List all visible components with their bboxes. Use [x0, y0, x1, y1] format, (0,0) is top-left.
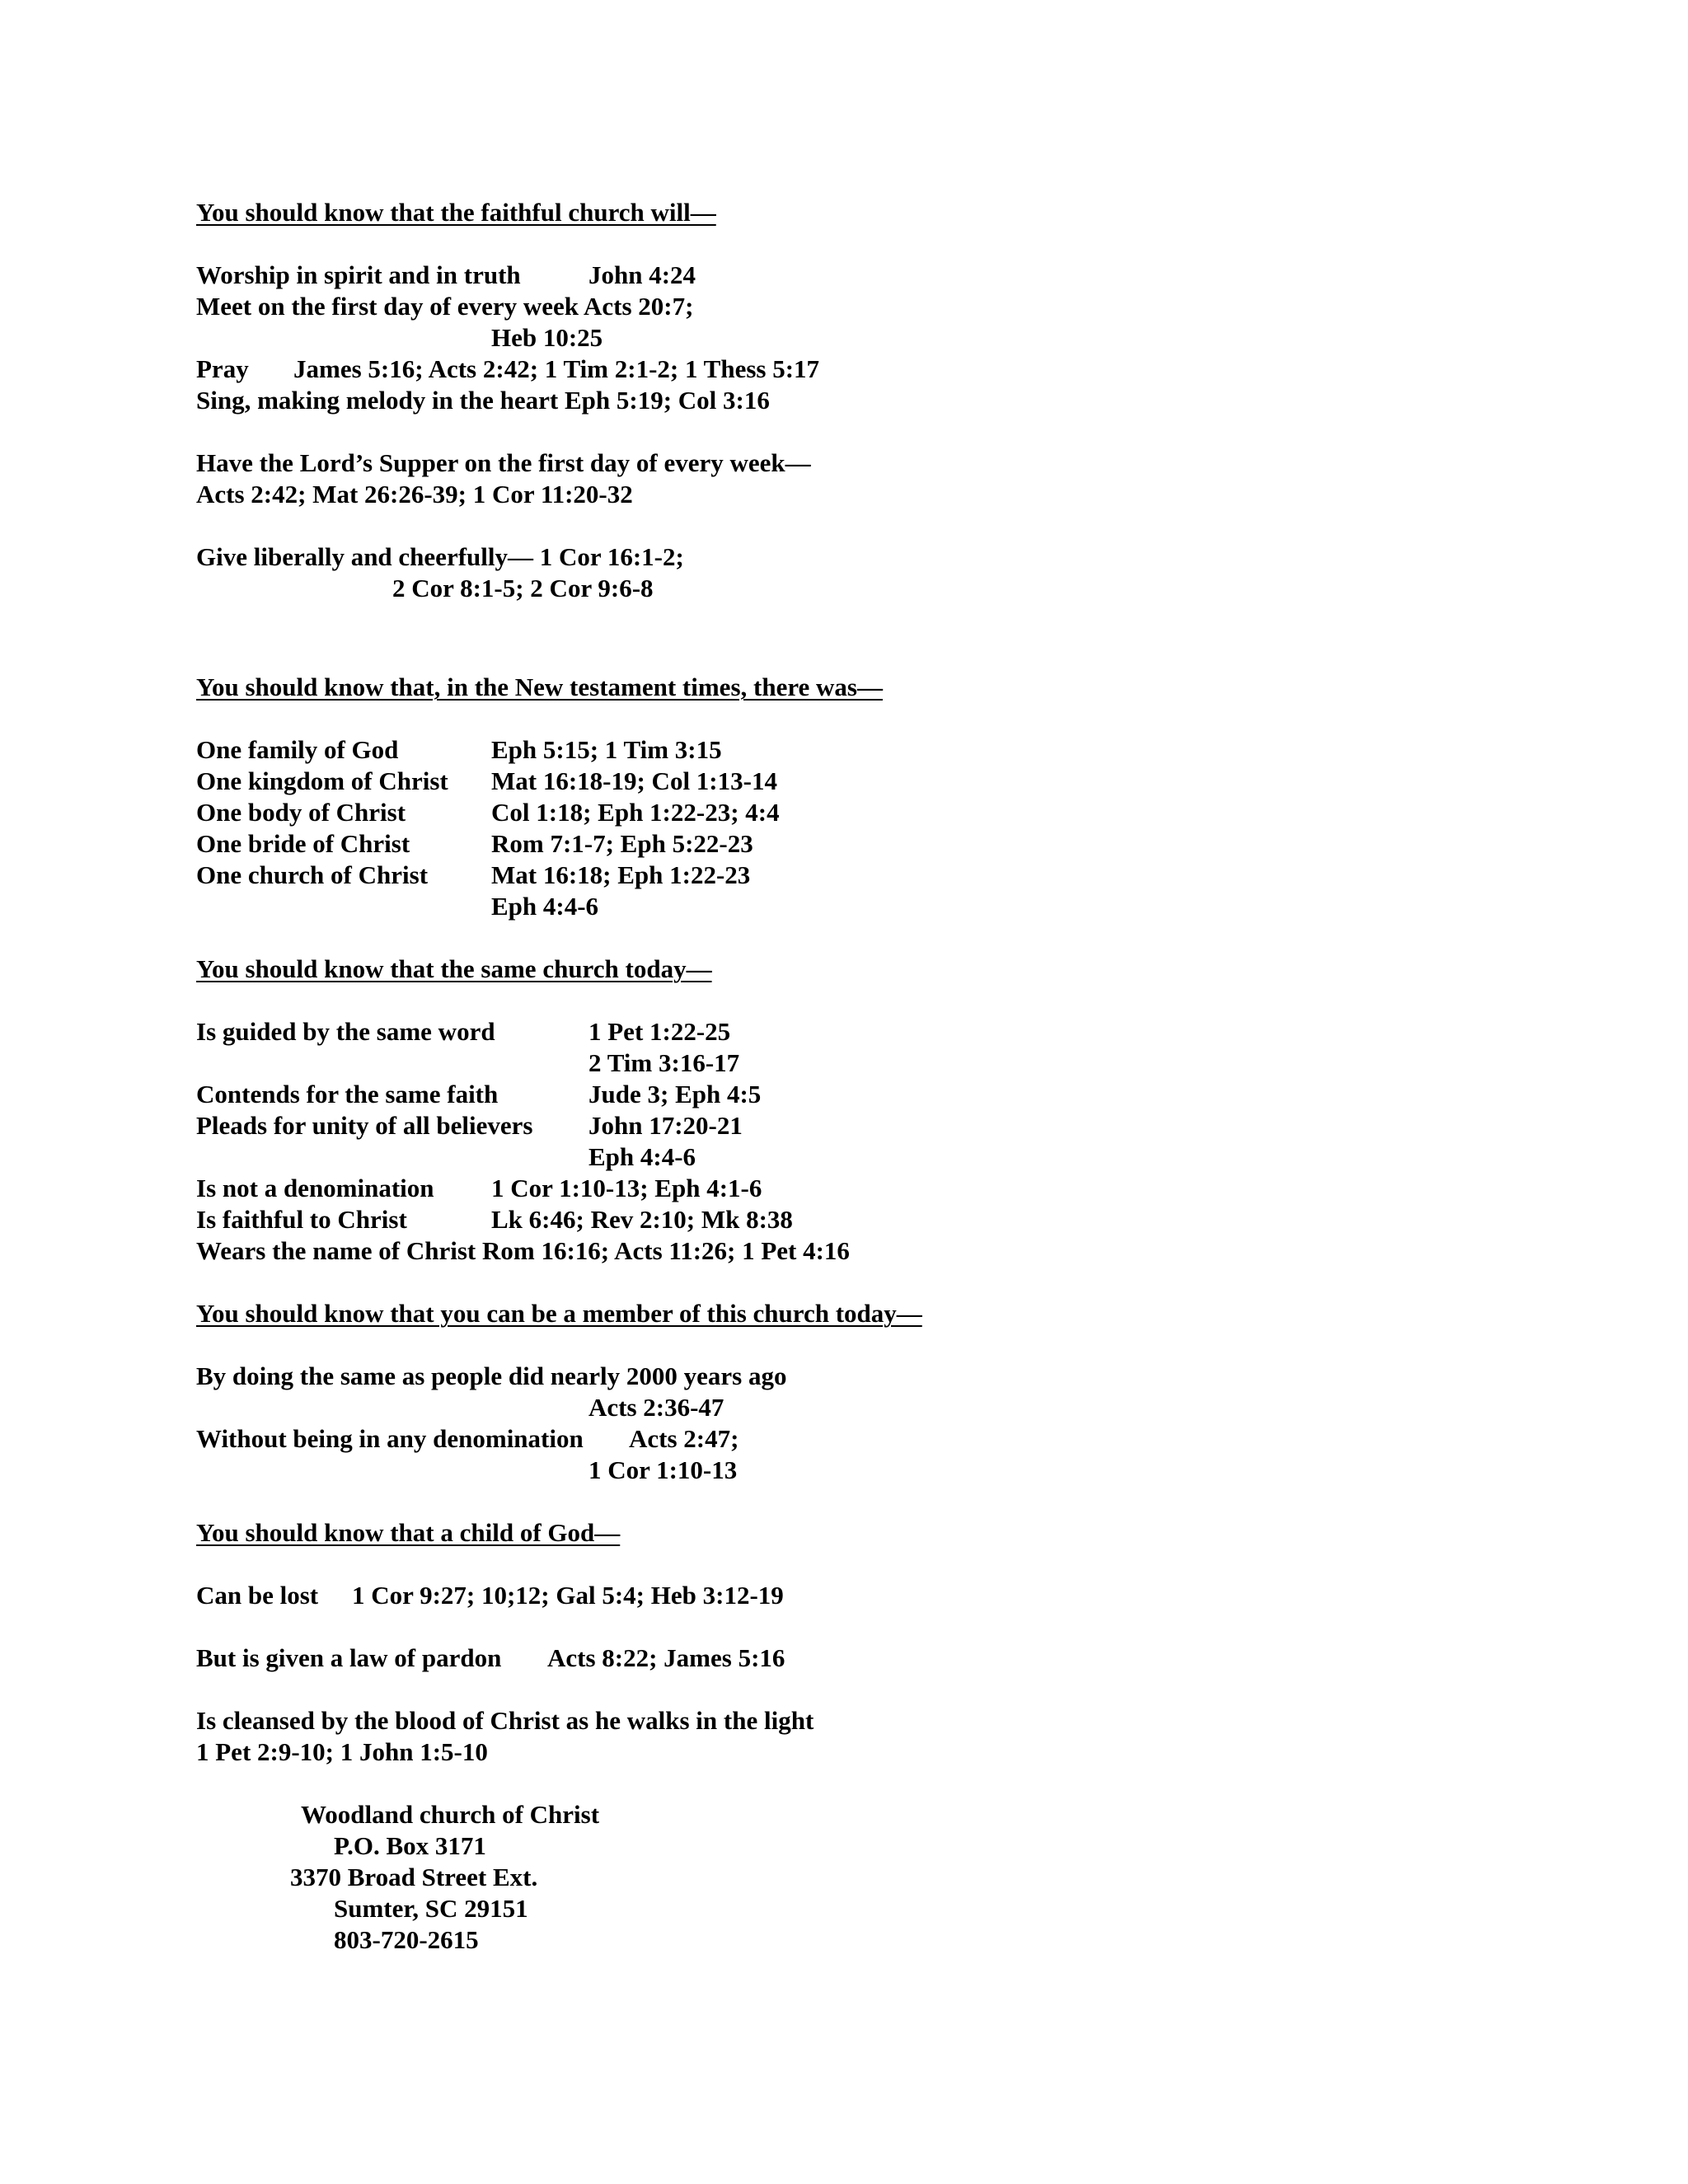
supper-line2: Acts 2:42; Mat 26:26-39; 1 Cor 11:20-32 — [196, 480, 633, 509]
guided-ref: 1 Pet 1:22-25 — [588, 1017, 731, 1046]
faithful-ref: Lk 6:46; Rev 2:10; Mk 8:38 — [491, 1205, 793, 1234]
address-name: Woodland church of Christ — [301, 1800, 600, 1829]
by-doing-label: By doing the same as people did nearly 2000 years ago — [196, 1361, 787, 1390]
nt-row-ref: Col 1:18; Eph 1:22-23; 4:4 — [491, 798, 780, 827]
nt-row-label: One bride of Christ — [196, 829, 410, 858]
nt-row-label: One kingdom of Christ — [196, 766, 448, 795]
pardon-ref: Acts 8:22; James 5:16 — [547, 1643, 785, 1672]
wears-line: Wears the name of Christ Rom 16:16; Acts 11:26; 1 Pet 4:16 — [196, 1236, 850, 1265]
lost-ref: 1 Cor 9:27; 10;12; Gal 5:4; Heb 3:12-19 — [352, 1581, 784, 1610]
by-doing-ref: Acts 2:36-47 — [588, 1393, 724, 1422]
heading-child: You should know that a child of God— — [196, 1518, 621, 1547]
without-ref: Acts 2:47; — [629, 1424, 739, 1453]
nt-row-label: One church of Christ — [196, 860, 429, 889]
give-line2: 2 Cor 8:1-5; 2 Cor 9:6-8 — [392, 574, 654, 602]
nt-row-ref: Mat 16:18-19; Col 1:13-14 — [491, 766, 777, 795]
address-street: 3370 Broad Street Ext. — [290, 1863, 538, 1891]
nt-row-ref: Rom 7:1-7; Eph 5:22-23 — [491, 829, 753, 858]
cleansed-line2: 1 Pet 2:9-10; 1 John 1:5-10 — [196, 1737, 488, 1766]
nt-extra-ref: Eph 4:4-6 — [491, 892, 599, 921]
meet-ref2: Heb 10:25 — [491, 323, 603, 352]
address-city: Sumter, SC 29151 — [334, 1894, 528, 1923]
address-po-box: P.O. Box 3171 — [334, 1831, 486, 1860]
pleads-ref: John 17:20-21 — [588, 1111, 743, 1140]
without-label: Without being in any denomination — [196, 1424, 584, 1453]
worship-label: Worship in spirit and in truth — [196, 260, 521, 289]
heading-faithful-church: You should know that the faithful church will— — [196, 198, 716, 227]
not-denomination-ref: 1 Cor 1:10-13; Eph 4:1-6 — [491, 1174, 762, 1202]
meet-label: Meet on the first day of every week Acts 20:7; — [196, 292, 694, 321]
cleansed-line1: Is cleansed by the blood of Christ as he walks in the light — [196, 1706, 814, 1735]
not-denomination-label: Is not a denomination — [196, 1174, 434, 1202]
heading-new-testament: You should know that, in the New testament times, there was— — [196, 673, 883, 701]
nt-row-label: One body of Christ — [196, 798, 406, 827]
pray-label: Pray — [196, 354, 249, 383]
address-phone: 803-720-2615 — [334, 1925, 479, 1954]
nt-row-ref: Eph 5:15; 1 Tim 3:15 — [491, 735, 722, 764]
nt-row-ref: Mat 16:18; Eph 1:22-23 — [491, 860, 751, 889]
heading-same-church: You should know that the same church today— — [196, 954, 712, 983]
guided-ref2: 2 Tim 3:16-17 — [588, 1048, 740, 1077]
worship-ref: John 4:24 — [588, 260, 696, 289]
nt-row-label: One family of God — [196, 735, 399, 764]
give-line1: Give liberally and cheerfully— 1 Cor 16:1-2; — [196, 542, 684, 571]
contends-ref: Jude 3; Eph 4:5 — [588, 1080, 762, 1108]
contends-label: Contends for the same faith — [196, 1080, 499, 1108]
pleads-ref2: Eph 4:4-6 — [588, 1142, 696, 1171]
sing-line: Sing, making melody in the heart Eph 5:19; Col 3:16 — [196, 386, 770, 415]
supper-line1: Have the Lord’s Supper on the first day of every week— — [196, 448, 811, 477]
without-ref2: 1 Cor 1:10-13 — [588, 1455, 738, 1484]
pleads-label: Pleads for unity of all believers — [196, 1111, 533, 1140]
heading-member: You should know that you can be a member of this church today— — [196, 1299, 922, 1328]
pray-ref: James 5:16; Acts 2:42; 1 Tim 2:1-2; 1 Thess 5:17 — [293, 354, 820, 383]
pardon-label: But is given a law of pardon — [196, 1643, 502, 1672]
guided-label: Is guided by the same word — [196, 1017, 495, 1046]
faithful-label: Is faithful to Christ — [196, 1205, 407, 1234]
lost-label: Can be lost — [196, 1581, 319, 1610]
